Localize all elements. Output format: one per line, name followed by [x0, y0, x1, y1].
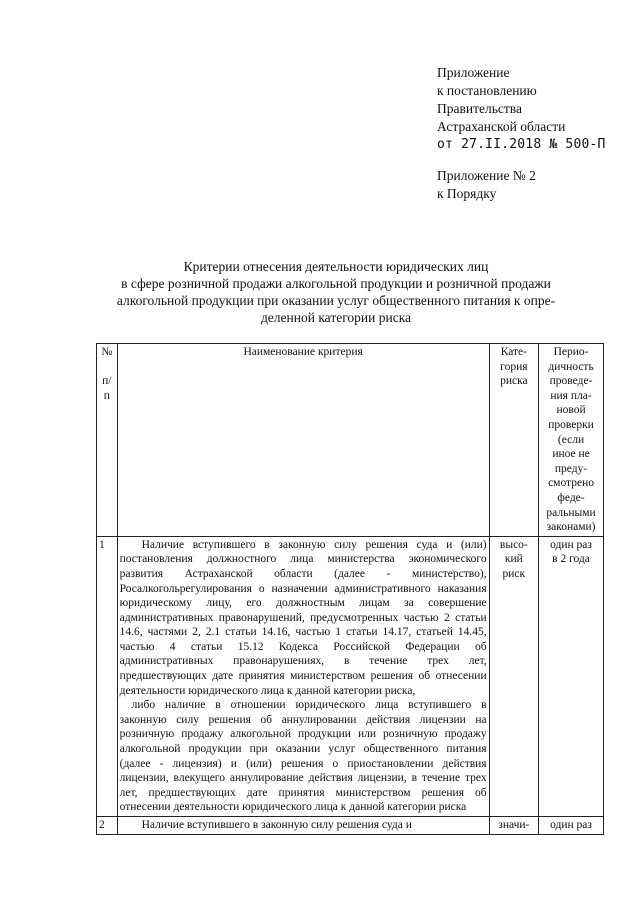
title-line: деленной категории риска — [260, 310, 412, 325]
criteria-table — [96, 343, 604, 835]
header-period-line: дичность — [548, 360, 594, 373]
header-category-line: риска — [500, 375, 528, 388]
criterion-text — [117, 817, 489, 835]
risk-category-line: риск — [502, 567, 526, 580]
periodicity-line: один раз — [550, 538, 592, 551]
criterion-paragraph: Наличие вступившего в законную силу решения суда и (или) постановления должностного лица министерства экономического развития Астраханской области (далее - министерство), Росалкогольрегулирования о назначении административного наказания юридическому лицу, его должностным лицам за совершение административных правонарушений, предусмотренных частью 2 статьи 14.6, частями 2, 2.1 статьи 14.16, частью 1 статьи 14.17, статьей 14.45, частью 4 статьи 15.12 Кодекса Российской Федерации об административных правонарушениях, в течение трех лет, предшествующих дате принятия министерством решения об отнесении деятельности юридического лица к данной категории риска, — [119, 538, 487, 697]
row-number: 2 — [97, 817, 118, 835]
risk-category — [489, 536, 538, 816]
header-num-line: п — [103, 389, 110, 402]
periodicity-line: один раз — [550, 819, 592, 831]
risk-category — [489, 817, 538, 835]
appendix-header — [437, 64, 637, 154]
table-row — [97, 817, 604, 835]
table-header-row — [97, 344, 604, 537]
appendix-2-header — [437, 167, 637, 203]
header-category-line: гория — [500, 360, 528, 373]
appendix-line: Приложение — [437, 65, 510, 80]
header-period-line: новой — [556, 404, 586, 417]
header-num — [97, 344, 118, 537]
header-period-line: иное не — [552, 448, 590, 461]
header-period-line: ния пла- — [550, 389, 592, 402]
title-line: в сфере розничной продажи алкогольной продукции и розничной продажи — [121, 276, 551, 291]
header-period-line: проверки — [548, 418, 594, 431]
risk-category-line: высо- — [499, 538, 528, 551]
header-period-line: преду- — [554, 462, 588, 475]
header-num-line: п/ — [102, 375, 112, 388]
inspection-periodicity — [539, 536, 604, 816]
header-period-line: (если — [557, 433, 585, 446]
header-period-line: феде- — [557, 491, 585, 504]
appendix-date-line: от 27.II.2018 № 500-П — [437, 137, 606, 152]
header-period-line: ральными — [546, 506, 596, 519]
criterion-text — [117, 536, 489, 816]
header-num-line: № — [101, 346, 113, 358]
header-period-line: законами) — [546, 521, 596, 534]
header-category-line: Кате- — [500, 346, 527, 358]
appendix-2-line: Приложение № 2 — [437, 168, 536, 183]
header-category — [489, 344, 538, 537]
risk-category-line: кий — [504, 553, 523, 566]
appendix-line: Правительства — [437, 101, 522, 116]
appendix-line: Астраханской области — [437, 119, 566, 134]
header-periodicity — [539, 344, 604, 537]
header-period-line: Перио- — [553, 346, 589, 358]
inspection-periodicity — [539, 817, 604, 835]
risk-category-line: значи- — [498, 819, 530, 831]
criterion-paragraph: Наличие вступившего в законную силу решения суда и — [141, 819, 412, 831]
header-period-line: проведе- — [549, 375, 593, 388]
document-title — [96, 258, 576, 326]
appendix-line: к постановлению — [437, 83, 537, 98]
row-number: 1 — [97, 536, 118, 816]
periodicity-line: в 2 года — [552, 553, 590, 566]
header-name: Наименование критерия — [117, 344, 489, 537]
title-line: алкогольной продукции при оказании услуг общественного питания к опре- — [116, 293, 556, 308]
appendix-2-line: к Порядку — [437, 186, 497, 201]
criterion-paragraph: либо наличие в отношении юридического лица вступившего в законную силу решения об аннулировании действия лицензии на розничную продажу алкогольной продукции или розничную продажу алкогольной продукции при оказании услуг общественного питания (далее - лицензия) и (или) решения о приостановлении действия лицензии, влекущего аннулирование действия лицензии, в течение трех лет, предшествующих дате принятия министерством решения об отнесении деятельности юридического лица к данной категории риска — [119, 699, 487, 814]
header-period-line: смотрено — [548, 477, 594, 490]
header-num-line — [99, 360, 115, 375]
table-row — [97, 536, 604, 816]
title-line: Критерии отнесения деятельности юридических лиц — [183, 259, 489, 274]
